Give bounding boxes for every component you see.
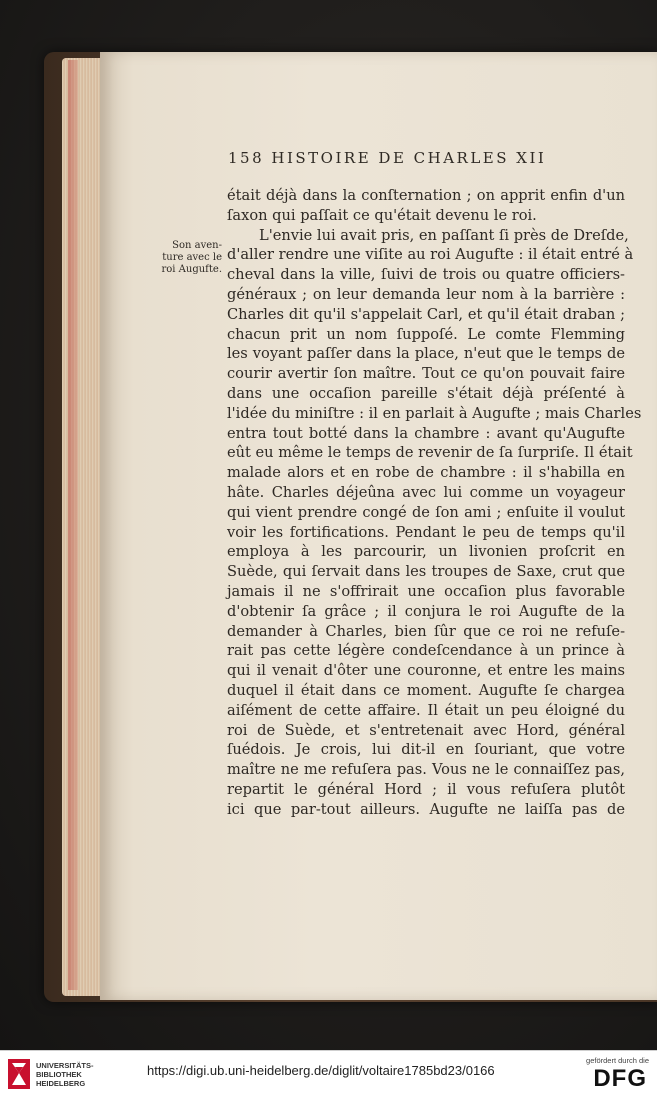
dfg-logo[interactable]: DFG [593, 1065, 647, 1092]
text-line: généraux ; on leur demanda leur nom à la barrière : [227, 285, 625, 303]
text-line: repartit le général Hord ; il vous refuſera plutôt [227, 780, 625, 798]
text-line: maître ne me refuſera pas. Vous ne le connaiſſez pas, [227, 761, 625, 779]
text-line: jamais il ne s'offrirait une occaſion plus favorable [227, 582, 625, 600]
margin-note [160, 240, 222, 276]
text-line: chacun prit un nom ſuppoſé. Le comte Flemming [227, 325, 625, 343]
text-line: malade alors et en robe de chambre : il s'habilla en [227, 464, 625, 482]
margin-note-line: ture avec le [162, 252, 222, 263]
permalink-url[interactable]: https://digi.ub.uni-heidelberg.de/diglit/voltaire1785bd23/0166 [147, 1063, 495, 1078]
institution-line: HEIDELBERG [36, 1079, 86, 1088]
text-line: dans une occaſion pareille s'était déjà préſenté à [227, 384, 625, 402]
text-line: l'idée du miniſtre : il en parlait à Augufte ; mais Charles [227, 404, 642, 422]
viewer-footer [0, 1050, 657, 1098]
red-page-edge [68, 60, 78, 990]
text-line: ſuédois. Je crois, lui dit-il en ſouriant, que votre [227, 741, 625, 759]
text-line: employa à les parcourir, un livonien proſcrit en [227, 543, 625, 561]
text-line: roi de Suède, et s'entretenait avec Hord, général [227, 721, 625, 739]
running-head: 158 HISTOIRE DE CHARLES XII [228, 149, 547, 167]
institution-name [36, 1061, 94, 1088]
text-line: L'envie lui avait pris, en paſſant ſi près de Dreſde, [259, 226, 629, 244]
body-text [227, 186, 642, 820]
text-line: eût eu même le temps de revenir de ſa ſurpriſe. Il était [227, 444, 633, 462]
text-line: Suède, qui ſervait dans les troupes de Saxe, crut que [227, 563, 625, 581]
margin-note-line: roi Augufte. [161, 264, 222, 275]
text-line: d'aller rendre une viſite au roi Augufte : il était entré à [227, 246, 634, 264]
institution-line: UNIVERSITÄTS- [36, 1061, 94, 1070]
text-line: qui vient prendre congé de ſon ami ; enſuite il voulut [227, 503, 625, 521]
text-line: cheval dans la ville, ſuivi de trois ou quatre officiers- [227, 266, 625, 284]
text-line: demander à Charles, bien ſûr que ce roi ne refuſe- [227, 622, 625, 640]
institution-line: BIBLIOTHEK [36, 1070, 82, 1079]
text-line: duquel il était dans ce moment. Augufte ſe chargea [227, 681, 625, 699]
text-line: les voyant paſſer dans la place, n'eut que le temps de [227, 345, 625, 363]
text-line: rait pas cette légère condeſcendance à un prince à [227, 642, 625, 660]
text-line: qui il venait d'ôter une couronne, et entre les mains [227, 662, 625, 680]
text-line: courir avertir ſon maître. Tout ce qu'on pouvait faire [227, 365, 625, 383]
text-line: hâte. Charles déjeûna avec lui comme un voyageur [227, 483, 625, 501]
funded-by-label: gefördert durch die [586, 1056, 649, 1065]
university-library-logo-icon[interactable] [8, 1059, 30, 1089]
margin-note-line: Son aven- [172, 240, 222, 251]
text-line: était déjà dans la conſternation ; on apprit enfin d'un [227, 187, 625, 204]
text-line: entra tout botté dans la chambre : avant qu'Augufte [227, 424, 625, 442]
text-line: d'obtenir ſa grâce ; il conjura le roi Augufte de la [227, 602, 625, 620]
text-line: ici que par-tout ailleurs. Augufte ne laiſſa pas de [227, 800, 625, 818]
text-line: Charles dit qu'il s'appelait Carl, et qu'il était draban ; [227, 305, 625, 323]
text-line: voir les fortifications. Pendant le peu de temps qu'il [227, 523, 625, 541]
text-line: ſaxon qui paſſait ce qu'était devenu le roi. [227, 206, 537, 224]
text-line: aiſément de cette affaire. Il était un peu éloigné du [227, 701, 625, 719]
